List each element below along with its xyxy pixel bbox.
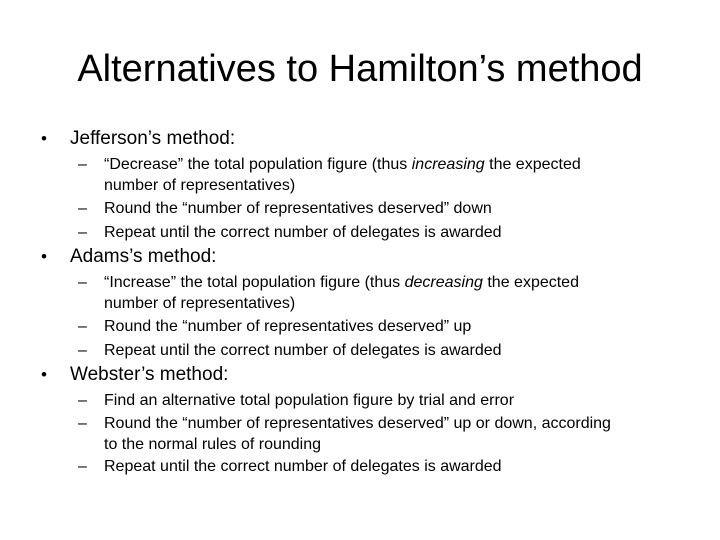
list-item-jefferson-3: Repeat until the correct number of delegates is awarded: [104, 224, 502, 241]
list-item-jefferson-2: Round the “number of representatives deserved” down: [104, 200, 492, 217]
section-heading-jefferson: Jefferson’s method:: [70, 128, 236, 149]
bullet-icon: •: [41, 247, 47, 266]
dash-icon: –: [78, 458, 87, 475]
section-heading-webster: Webster’s method:: [70, 364, 229, 385]
dash-icon: –: [78, 224, 87, 241]
bullet-icon: •: [41, 365, 47, 384]
list-item-adams-1: [104, 272, 694, 314]
item-text-continued: to the normal rules of rounding: [104, 436, 322, 453]
item-text: Round the “number of representatives deserved” up or down, according: [104, 415, 611, 432]
dash-icon: –: [78, 415, 87, 432]
item-emphasis: decreasing: [404, 274, 483, 291]
dash-icon: –: [78, 200, 87, 217]
dash-icon: –: [78, 318, 87, 335]
list-item-webster-3: Repeat until the correct number of delegates is awarded: [104, 458, 502, 475]
item-text: the expected: [482, 274, 579, 291]
dash-icon: –: [78, 392, 87, 409]
dash-icon: –: [78, 274, 87, 291]
list-item-jefferson-1: [104, 154, 694, 196]
dash-icon: –: [78, 156, 87, 173]
bullet-icon: •: [41, 129, 47, 148]
item-text-continued: number of representatives): [104, 177, 296, 194]
item-text-continued: number of representatives): [104, 295, 296, 312]
list-item-webster-1: Find an alternative total population figure by trial and error: [104, 392, 515, 409]
item-text: “Increase” the total population figure (thus: [104, 274, 405, 291]
list-item-adams-2: Round the “number of representatives deserved” up: [104, 318, 472, 335]
section-heading-adams: Adams’s method:: [70, 246, 217, 267]
list-item-adams-3: Repeat until the correct number of delegates is awarded: [104, 342, 502, 359]
item-emphasis: increasing: [411, 156, 485, 173]
item-text: “Decrease” the total population figure (thus: [104, 156, 412, 173]
dash-icon: –: [78, 342, 87, 359]
list-item-webster-2: [104, 413, 694, 455]
slide-title: Alternatives to Hamilton’s method: [77, 48, 643, 90]
item-text: the expected: [484, 156, 581, 173]
